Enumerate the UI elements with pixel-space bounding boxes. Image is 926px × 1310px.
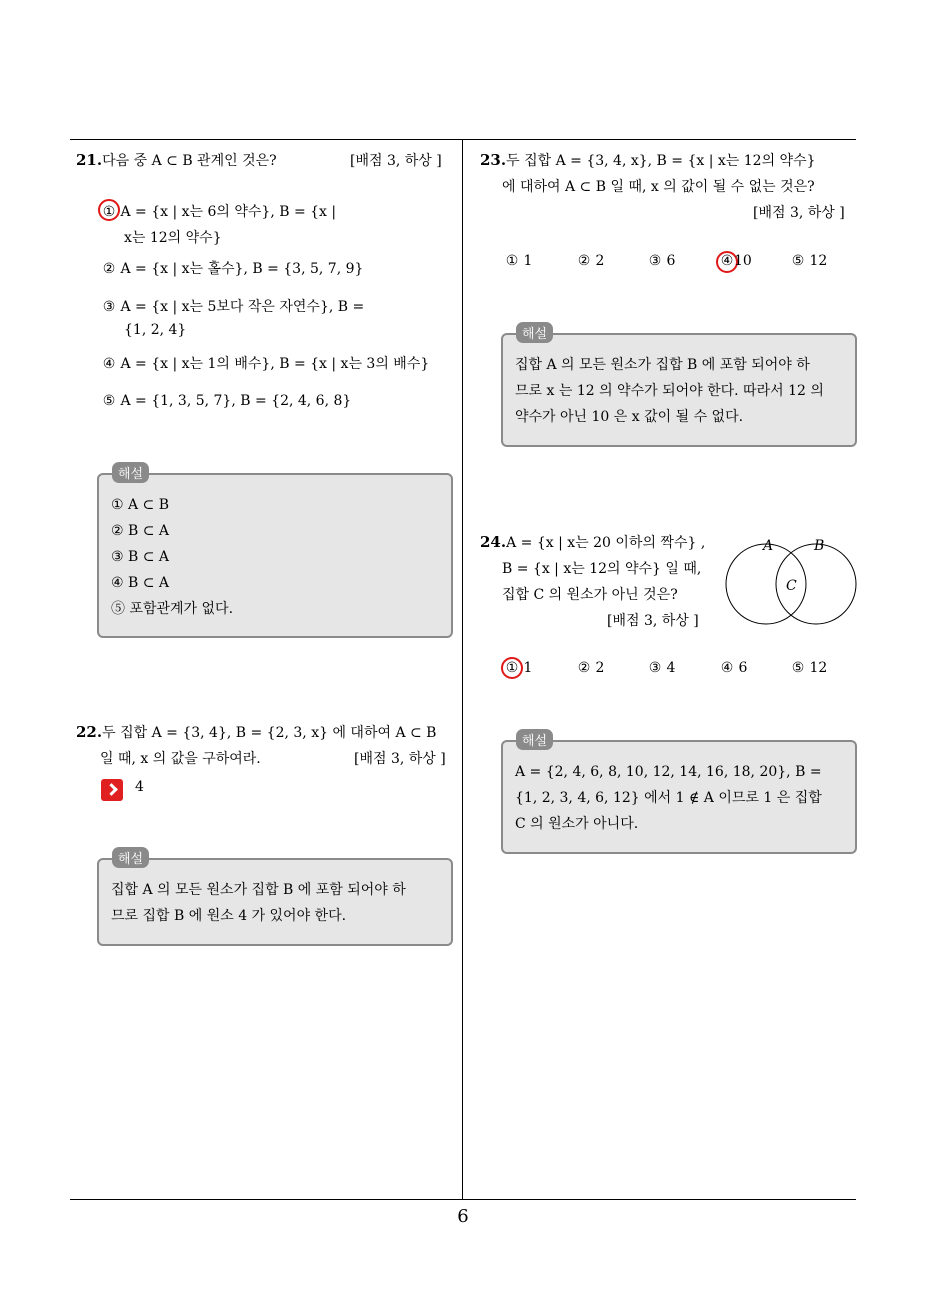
choice-text: 2 bbox=[595, 253, 605, 269]
choice-mark: ① bbox=[505, 253, 519, 269]
answer-value: 4 bbox=[135, 779, 144, 795]
answer-arrow-icon bbox=[101, 779, 123, 801]
solution-line: ③ B ⊂ A bbox=[111, 549, 170, 565]
choice-5[interactable] bbox=[791, 253, 827, 269]
choice-1[interactable] bbox=[102, 201, 336, 221]
choice-mark: ④ bbox=[720, 253, 734, 269]
venn-label-a: A bbox=[763, 538, 774, 554]
solution-line: ② B ⊂ A bbox=[111, 523, 170, 539]
choice-text: A = {x | x는 5보다 작은 자연수}, B = bbox=[120, 299, 365, 315]
question-stem bbox=[76, 722, 436, 742]
choice-4[interactable] bbox=[102, 353, 429, 373]
choice-mark: ③ bbox=[648, 660, 662, 676]
question-stem bbox=[76, 150, 277, 170]
question-text: 다음 중 A ⊂ B 관계인 것은? bbox=[102, 153, 277, 169]
venn-label-c: C bbox=[786, 578, 797, 594]
question-text: 두 집합 A = {3, 4}, B = {2, 3, x} 에 대하여 A ⊂ B bbox=[102, 725, 437, 741]
choice-text: 10 bbox=[734, 253, 752, 269]
choice-3[interactable] bbox=[648, 660, 675, 676]
choice-4[interactable] bbox=[720, 660, 747, 676]
question-text-continued: 에 대하여 A ⊂ B 일 때, x 의 값이 될 수 없는 것은? bbox=[502, 179, 815, 195]
solution-tab: 해설 bbox=[516, 322, 553, 343]
choice-3-continued: {1, 2, 4} bbox=[124, 322, 187, 338]
solution-text bbox=[111, 877, 406, 929]
choice-text: 2 bbox=[595, 660, 605, 676]
choice-mark: ② bbox=[577, 253, 591, 269]
top-rule bbox=[70, 139, 856, 140]
question-meta: [배점 3, 하상 ] bbox=[753, 205, 845, 221]
question-meta: [배점 3, 하상 ] bbox=[607, 613, 699, 629]
solution-tab: 해설 bbox=[516, 729, 553, 750]
choice-text: A = {x | x는 1의 배수}, B = {x | x는 3의 배수} bbox=[120, 356, 430, 372]
choice-text: 4 bbox=[666, 660, 676, 676]
solution-box bbox=[97, 858, 453, 946]
choice-mark: ⑤ bbox=[102, 393, 116, 409]
choice-2[interactable] bbox=[577, 660, 604, 676]
choice-3[interactable] bbox=[648, 253, 675, 269]
solution-line: 집합 A 의 모든 원소가 집합 B 에 포함 되어야 하 bbox=[111, 882, 406, 898]
choice-1[interactable] bbox=[505, 253, 532, 269]
solution-box bbox=[501, 333, 857, 447]
choice-2[interactable] bbox=[577, 253, 604, 269]
choice-text: A = {x | x는 홀수}, B = {3, 5, 7, 9} bbox=[120, 261, 364, 277]
solution-tab: 해설 bbox=[112, 462, 149, 483]
choice-text: 12 bbox=[809, 660, 828, 676]
choice-mark: ② bbox=[577, 660, 591, 676]
choice-text: A = {1, 3, 5, 7}, B = {2, 4, 6, 8} bbox=[120, 393, 352, 409]
solution-line: C 의 원소가 아니다. bbox=[515, 816, 639, 832]
question-text: A = {x | x는 20 이하의 짝수} , bbox=[506, 535, 706, 551]
solution-line: 집합 A 의 모든 원소가 집합 B 에 포함 되어야 하 bbox=[515, 357, 810, 373]
choice-text: 6 bbox=[738, 660, 748, 676]
solution-tab: 해설 bbox=[112, 847, 149, 868]
choice-text: 6 bbox=[666, 253, 676, 269]
choice-4[interactable] bbox=[720, 253, 752, 269]
solution-text bbox=[111, 492, 233, 622]
bottom-rule bbox=[70, 1199, 856, 1200]
choice-text: 12 bbox=[809, 253, 828, 269]
question-meta: [배점 3, 하상 ] bbox=[350, 153, 442, 169]
question-number: 23. bbox=[480, 151, 507, 169]
solution-line: 약수가 아닌 10 은 x 값이 될 수 없다. bbox=[515, 409, 744, 425]
question-stem bbox=[480, 532, 705, 552]
question-text: 두 집합 A = {3, 4, x}, B = {x | x는 12의 약수} bbox=[506, 153, 816, 169]
solution-box bbox=[97, 473, 453, 638]
page-number: 6 bbox=[457, 1206, 469, 1227]
choice-2[interactable] bbox=[102, 258, 363, 278]
choice-mark: ⑤ bbox=[791, 660, 805, 676]
solution-text bbox=[515, 352, 824, 430]
column-divider bbox=[462, 139, 463, 1199]
question-text-continued: B = {x | x는 12의 약수} 일 때, bbox=[502, 561, 702, 577]
solution-box bbox=[501, 740, 857, 854]
choice-5[interactable] bbox=[791, 660, 827, 676]
question-number: 22. bbox=[76, 723, 103, 741]
solution-line: 므로 집합 B 에 원소 4 가 있어야 한다. bbox=[111, 908, 347, 924]
choice-mark: ① bbox=[505, 660, 519, 676]
solution-line: ⑤ 포함관계가 없다. bbox=[111, 601, 234, 617]
solution-line: ① A ⊂ B bbox=[111, 497, 170, 513]
question-meta: [배점 3, 하상 ] bbox=[354, 751, 446, 767]
choice-mark: ② bbox=[102, 261, 116, 277]
choice-text: 1 bbox=[523, 253, 533, 269]
question-number: 24. bbox=[480, 533, 507, 551]
solution-line: A = {2, 4, 6, 8, 10, 12, 14, 16, 18, 20}, B = bbox=[515, 764, 822, 780]
question-number: 21. bbox=[76, 151, 103, 169]
solution-text bbox=[515, 759, 822, 837]
question-text-continued: 집합 C 의 원소가 아닌 것은? bbox=[502, 587, 678, 603]
venn-diagram bbox=[720, 530, 862, 632]
choice-mark: ④ bbox=[102, 356, 116, 372]
question-stem bbox=[480, 150, 816, 170]
choice-mark: ③ bbox=[102, 299, 116, 315]
choice-mark: ⑤ bbox=[791, 253, 805, 269]
choice-5[interactable] bbox=[102, 393, 351, 409]
solution-line: ④ B ⊂ A bbox=[111, 575, 170, 591]
choice-text: 1 bbox=[523, 660, 533, 676]
solution-line: {1, 2, 3, 4, 6, 12} 에서 1 ∉ A 이므로 1 은 집합 bbox=[515, 790, 822, 806]
venn-label-b: B bbox=[814, 538, 825, 554]
choice-3[interactable] bbox=[102, 296, 364, 316]
choice-text: A = {x | x는 6의 약수}, B = {x | bbox=[120, 204, 337, 220]
question-text-continued: 일 때, x 의 값을 구하여라. bbox=[100, 751, 261, 767]
choice-mark: ③ bbox=[648, 253, 662, 269]
choice-1[interactable] bbox=[505, 660, 532, 676]
solution-line: 므로 x 는 12 의 약수가 되어야 한다. 따라서 12 의 bbox=[515, 383, 824, 399]
choice-1-continued: x는 12의 약수} bbox=[124, 230, 222, 246]
choice-mark: ④ bbox=[720, 660, 734, 676]
choice-mark: ① bbox=[102, 204, 116, 220]
